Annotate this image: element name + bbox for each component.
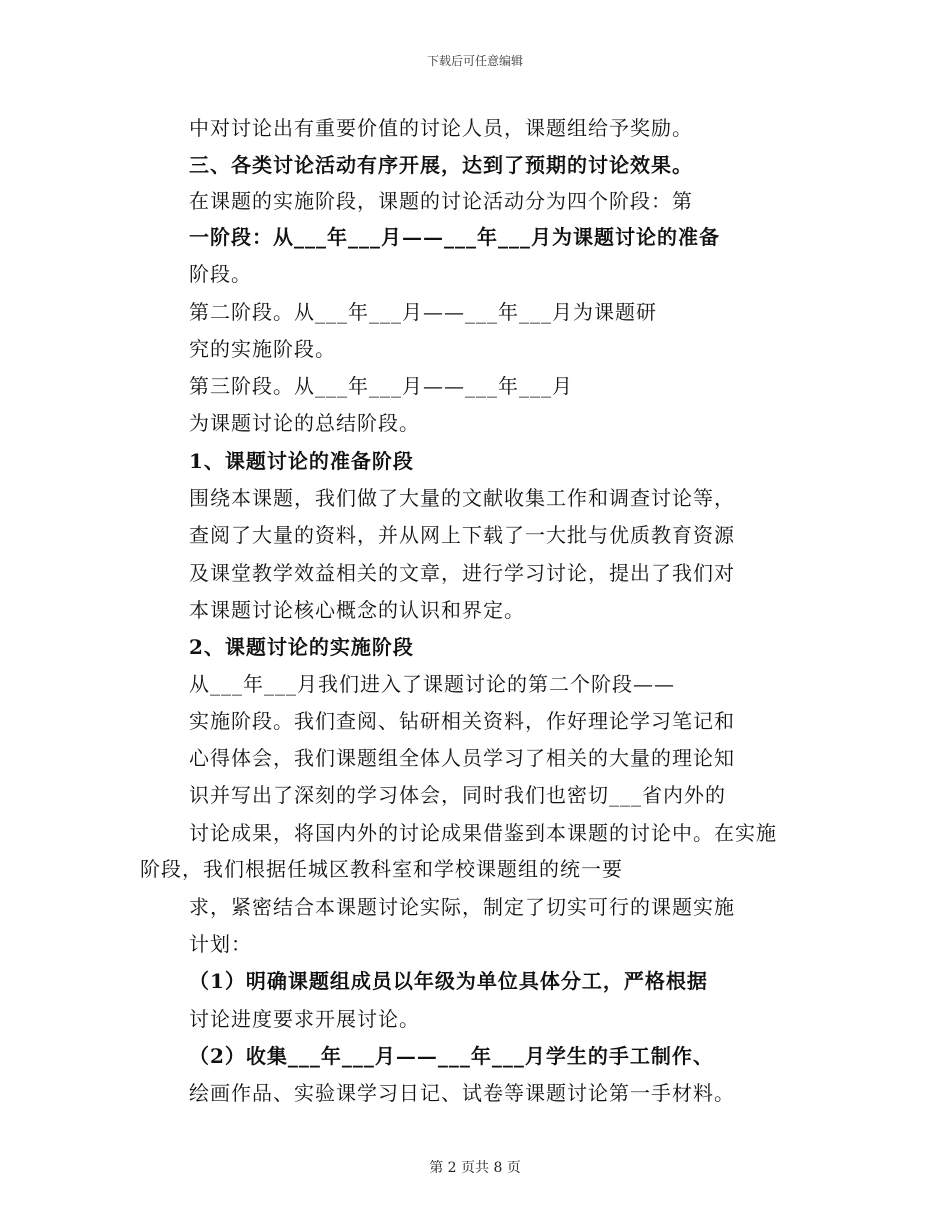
body-line: 第二阶段。从___年___月——___年___月为课题研 (189, 300, 657, 324)
body-line: 究的实施阶段。 (189, 337, 336, 361)
page-header: 下载后可任意编辑 (426, 54, 523, 68)
body-line: 查阅了大量的资料，并从网上下载了一大批与优质教育资源 (189, 523, 735, 547)
section-heading: 三、各类讨论活动有序开展，达到了预期的讨论效果。 (189, 153, 693, 177)
body-line: 讨论进度要求开展讨论。 (189, 1007, 420, 1031)
body-line: 从___年___月我们进入了课题讨论的第二个阶段—— (189, 672, 675, 696)
body-line: 在课题的实施阶段，课题的讨论活动分为四个阶段：第 (189, 189, 693, 213)
body-line: 绘画作品、实验课学习日记、试卷等课题讨论第一手材料。 (189, 1081, 735, 1105)
list-item-heading: （1）明确课题组成员以年级为单位具体分工，严格根据 (189, 969, 708, 993)
body-line: 中对讨论出有重要价值的讨论人员，课题组给予奖励。 (189, 116, 693, 140)
body-line: 围绕本课题，我们做了大量的文献收集工作和调查讨论等， (189, 486, 735, 510)
body-line: 识并写出了深刻的学习体会，同时我们也密切___省内外的 (189, 783, 726, 807)
list-item-heading: （2）收集___年___月——___年___月学生的手工制作、 (189, 1044, 714, 1068)
body-line: 讨论成果，将国内外的讨论成果借鉴到本课题的讨论中。在实施 (189, 821, 777, 845)
body-line-bold: 一阶段：从___年___月——___年___月为课题讨论的准备 (189, 225, 720, 249)
body-line: 实施阶段。我们查阅、钻研相关资料，作好理论学习笔记和 (189, 709, 735, 733)
body-line: 求，紧密结合本课题讨论实际，制定了切实可行的课题实施 (189, 895, 735, 919)
body-line: 阶段，我们根据任城区教科室和学校课题组的统一要 (140, 857, 623, 881)
body-line: 计划： (189, 932, 252, 956)
subsection-heading: 2、课题讨论的实施阶段 (189, 635, 414, 659)
body-line: 阶段。 (189, 262, 252, 286)
body-line: 心得体会，我们课题组全体人员学习了相关的大量的理论知 (189, 746, 735, 770)
body-line: 第三阶段。从___年___月——___年___月 (189, 374, 573, 398)
body-line: 及课堂教学效益相关的文章，进行学习讨论，提出了我们对 (189, 561, 735, 585)
subsection-heading: 1、课题讨论的准备阶段 (189, 449, 414, 473)
body-line: 本课题讨论核心概念的认识和界定。 (189, 598, 525, 622)
body-line: 为课题讨论的总结阶段。 (189, 411, 420, 435)
page-footer: 第 2 页共 8 页 (429, 1160, 521, 1176)
